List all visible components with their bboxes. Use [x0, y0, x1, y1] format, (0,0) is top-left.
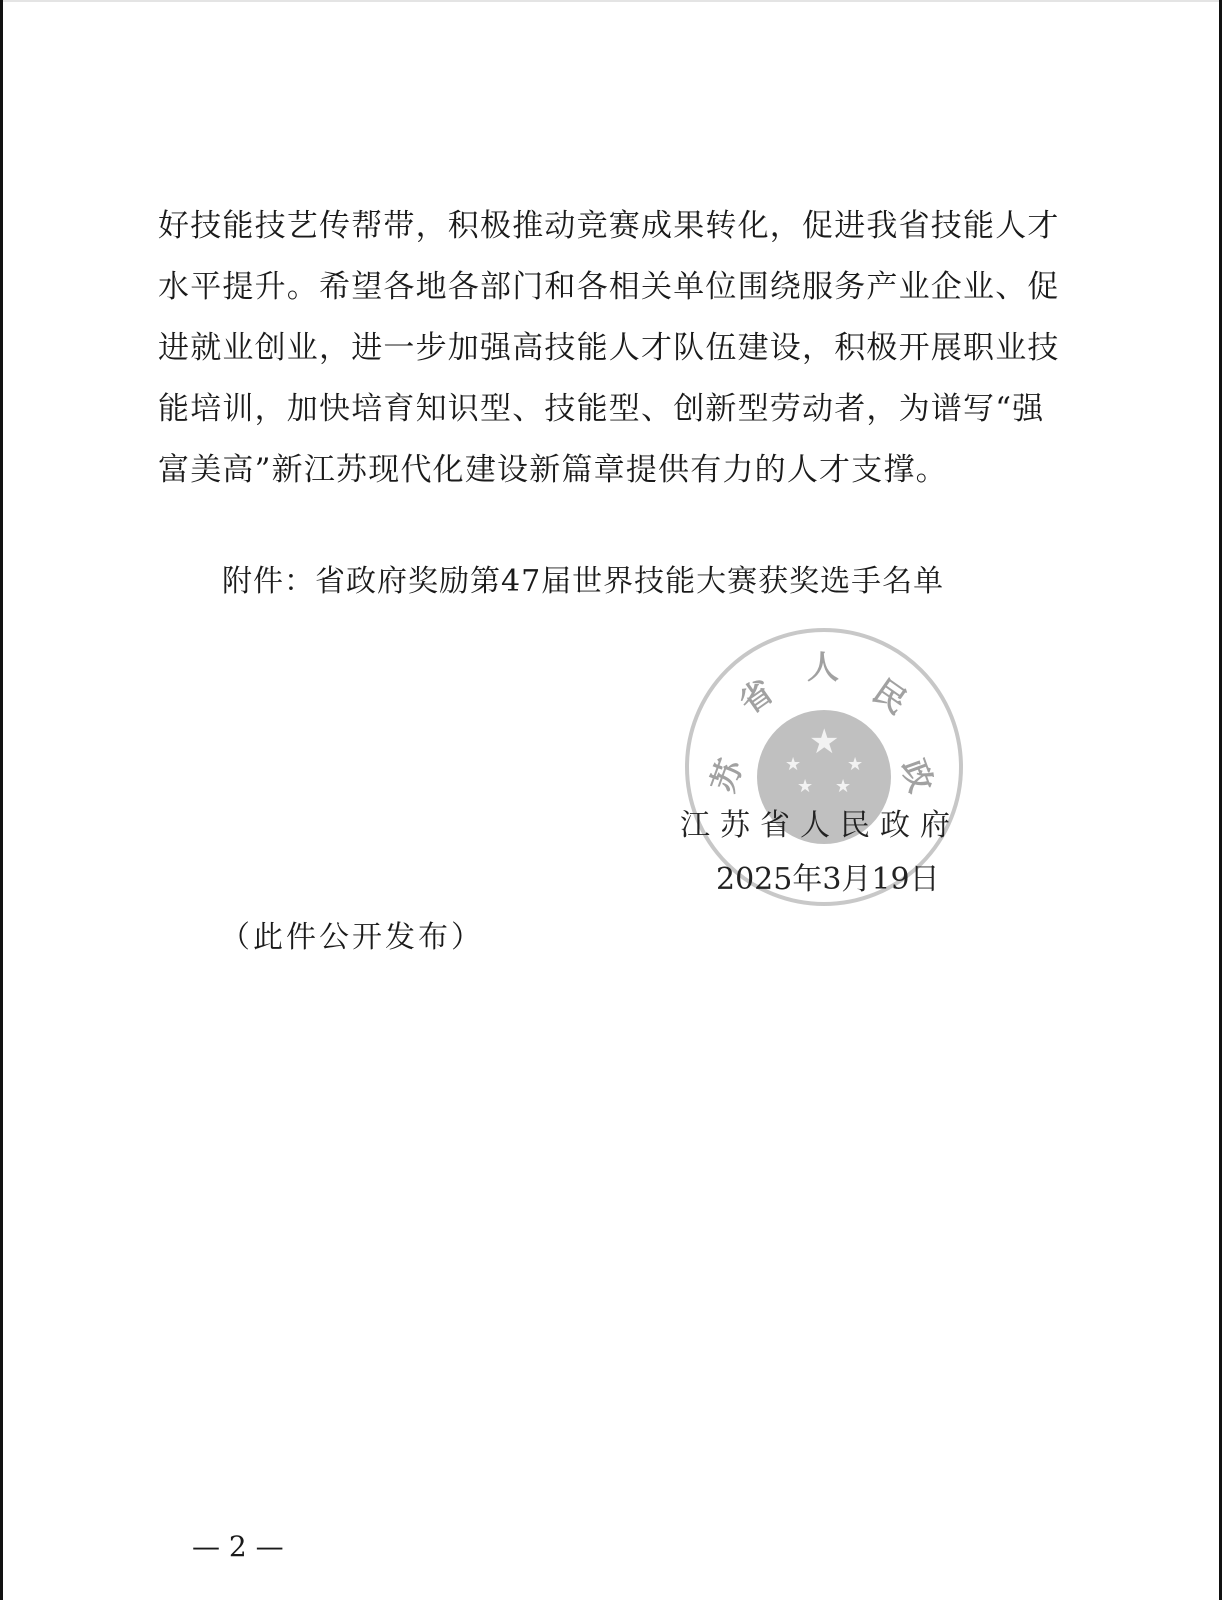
seal-char: 苏	[703, 754, 751, 798]
body-paragraph	[158, 196, 1058, 501]
top-edge	[0, 0, 1222, 2]
publication-note: （此件公开发布）	[220, 920, 484, 955]
issuer-name: 江苏省人民政府	[680, 808, 960, 843]
page-number: — 2 —	[192, 1530, 284, 1563]
national-emblem-icon: ★ ★ ★ ★ ★	[757, 710, 891, 844]
paragraph-line: 能培训，加快培育知识型、技能型、创新型劳动者，为谱写“强	[158, 391, 1045, 427]
seal-char: 省	[732, 671, 781, 722]
seal-char: 政	[893, 754, 941, 798]
left-edge-border	[0, 0, 3, 1600]
seal-char: 人	[807, 648, 840, 686]
paragraph-line: 好技能技艺传帮带，积极推动竞赛成果转化，促进我省技能人才	[158, 208, 1060, 244]
paragraph-line: 进就业创业，进一步加强高技能人才队伍建设，积极开展职业技	[158, 330, 1060, 366]
paragraph-line: 富美高”新江苏现代化建设新篇章提供有力的人才支撑。	[158, 452, 948, 488]
issue-date: 2025年3月19日	[716, 862, 940, 897]
paragraph-line: 水平提升。希望各地各部门和各相关单位围绕服务产业企业、促	[158, 269, 1060, 305]
seal-char: 民	[865, 671, 914, 722]
attachment-note: 附件：省政府奖励第47届世界技能大赛获奖选手名单	[222, 564, 945, 599]
